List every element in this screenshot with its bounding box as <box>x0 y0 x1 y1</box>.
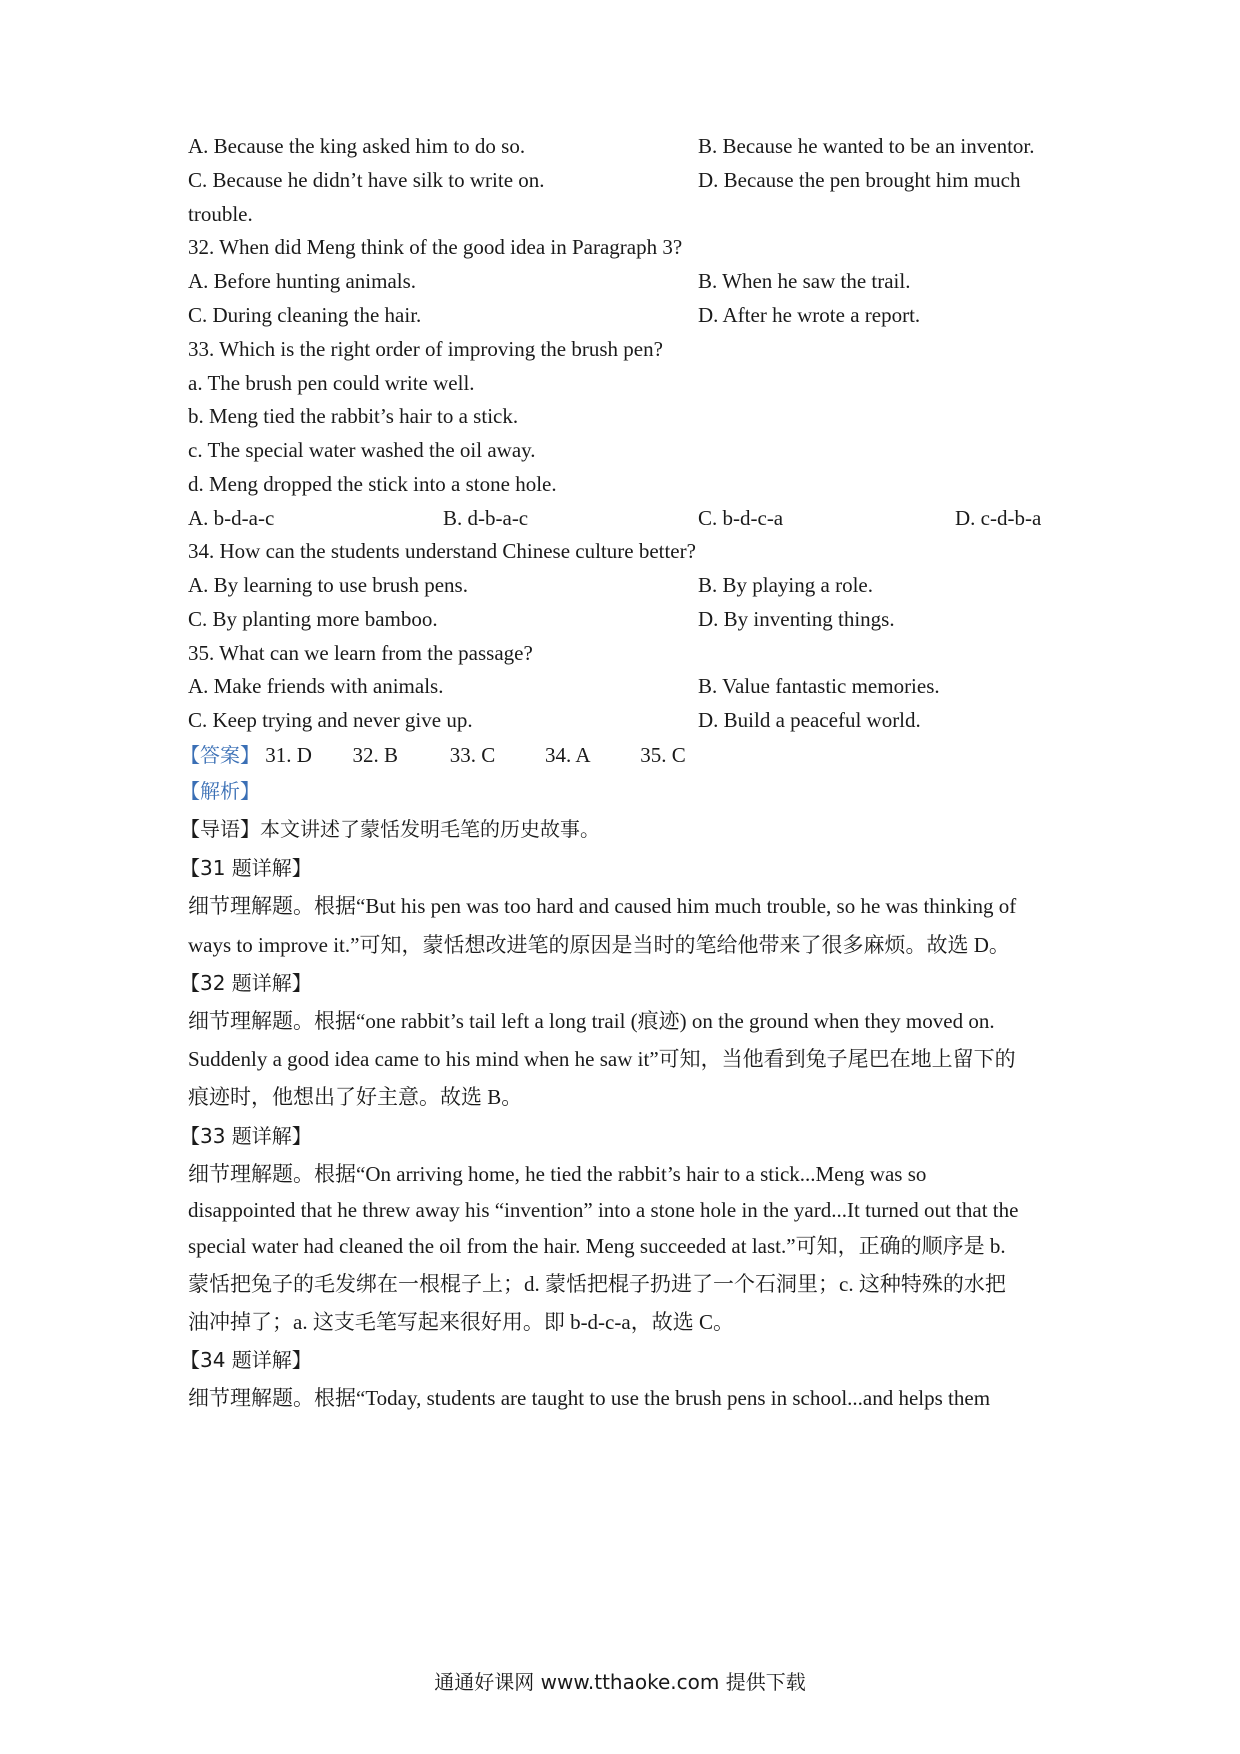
answer-line <box>180 741 686 769</box>
detail-33-line-4: 蒙恬把兔子的毛发绑在一根棍子上；d. 蒙恬把棍子扔进了一个石洞里；c. 这种特殊的水把 <box>188 1272 1006 1296</box>
q31-option-d-continuation: trouble. <box>188 202 253 226</box>
detail-32-line-1: 细节理解题。根据“one rabbit’s tail left a long trail (痕迹) on the ground when they moved on. <box>188 1009 995 1033</box>
q35-option-a: A. Make friends with animals. <box>188 674 444 698</box>
q31-option-d: D. Because the pen brought him much <box>698 168 1021 192</box>
q34-option-b: B. By playing a role. <box>698 573 873 597</box>
detail-32-heading: 【32 题详解】 <box>180 971 312 995</box>
answer-tag: 【答案】 <box>180 743 260 767</box>
q34-option-c: C. By planting more bamboo. <box>188 607 438 631</box>
answer-31: 31. D <box>265 743 312 767</box>
q31-option-c: C. Because he didn’t have silk to write on. <box>188 168 545 192</box>
q33-item-b: b. Meng tied the rabbit’s hair to a stick. <box>188 404 519 428</box>
detail-33-line-3: special water had cleaned the oil from the hair. Meng succeeded at last.”可知，正确的顺序是 b. <box>188 1234 1006 1258</box>
q35-stem: 35. What can we learn from the passage? <box>188 641 533 665</box>
analysis-tag: 【解析】 <box>180 779 260 803</box>
q31-option-b: B. Because he wanted to be an inventor. <box>698 134 1035 158</box>
q32-option-c: C. During cleaning the hair. <box>188 303 422 327</box>
q32-option-b: B. When he saw the trail. <box>698 269 911 293</box>
answer-33: 33. C <box>449 743 496 767</box>
q33-stem: 33. Which is the right order of improving the brush pen? <box>188 337 663 361</box>
q33-option-a: A. b-d-a-c <box>188 506 275 530</box>
q31-option-a: A. Because the king asked him to do so. <box>188 134 526 158</box>
detail-31-line-1: 细节理解题。根据“But his pen was too hard and caused him much trouble, so he was thinking of <box>188 894 1017 918</box>
q33-option-b: B. d-b-a-c <box>443 506 529 530</box>
q32-option-d: D. After he wrote a report. <box>698 303 921 327</box>
detail-34-line-1: 细节理解题。根据“Today, students are taught to use the brush pens in school...and helps them <box>188 1386 991 1410</box>
detail-32-line-3: 痕迹时，他想出了好主意。故选 B。 <box>188 1085 523 1109</box>
q32-stem: 32. When did Meng think of the good idea in Paragraph 3? <box>188 235 683 259</box>
answer-35: 35. C <box>640 743 686 767</box>
detail-33-heading: 【33 题详解】 <box>180 1124 312 1148</box>
q34-option-d: D. By inventing things. <box>698 607 895 631</box>
detail-31-line-2: ways to improve it.”可知，蒙恬想改进笔的原因是当时的笔给他带来了很多麻烦。故选 D。 <box>188 933 1010 957</box>
detail-33-line-5: 油冲掉了；a. 这支毛笔写起来很好用。即 b-d-c-a，故选 C。 <box>188 1310 734 1334</box>
detail-34-heading: 【34 题详解】 <box>180 1348 312 1372</box>
q34-option-a: A. By learning to use brush pens. <box>188 573 468 597</box>
detail-33-line-1: 细节理解题。根据“On arriving home, he tied the rabbit’s hair to a stick...Meng was so <box>188 1162 927 1186</box>
q33-item-c: c. The special water washed the oil away. <box>188 438 536 462</box>
guide-text: 【导语】本文讲述了蒙恬发明毛笔的历史故事。 <box>180 817 600 841</box>
q33-item-a: a. The brush pen could write well. <box>188 371 475 395</box>
answer-32: 32. B <box>352 743 399 767</box>
page-footer: 通通好课网 www.tthaoke.com 提供下载 <box>434 1670 806 1694</box>
q35-option-d: D. Build a peaceful world. <box>698 708 921 732</box>
detail-32-line-2: Suddenly a good idea came to his mind when he saw it”可知，当他看到兔子尾巴在地上留下的 <box>188 1047 1016 1071</box>
q35-option-c: C. Keep trying and never give up. <box>188 708 473 732</box>
q35-option-b: B. Value fantastic memories. <box>698 674 940 698</box>
q34-stem: 34. How can the students understand Chinese culture better? <box>188 539 696 563</box>
q33-item-d: d. Meng dropped the stick into a stone hole. <box>188 472 557 496</box>
detail-33-line-2: disappointed that he threw away his “invention” into a stone hole in the yard...It turned out that the <box>188 1198 1019 1222</box>
q32-option-a: A. Before hunting animals. <box>188 269 417 293</box>
q33-option-d: D. c-d-b-a <box>955 506 1042 530</box>
detail-31-heading: 【31 题详解】 <box>180 856 312 880</box>
q33-option-c: C. b-d-c-a <box>698 506 784 530</box>
answer-34: 34. A <box>545 743 591 767</box>
